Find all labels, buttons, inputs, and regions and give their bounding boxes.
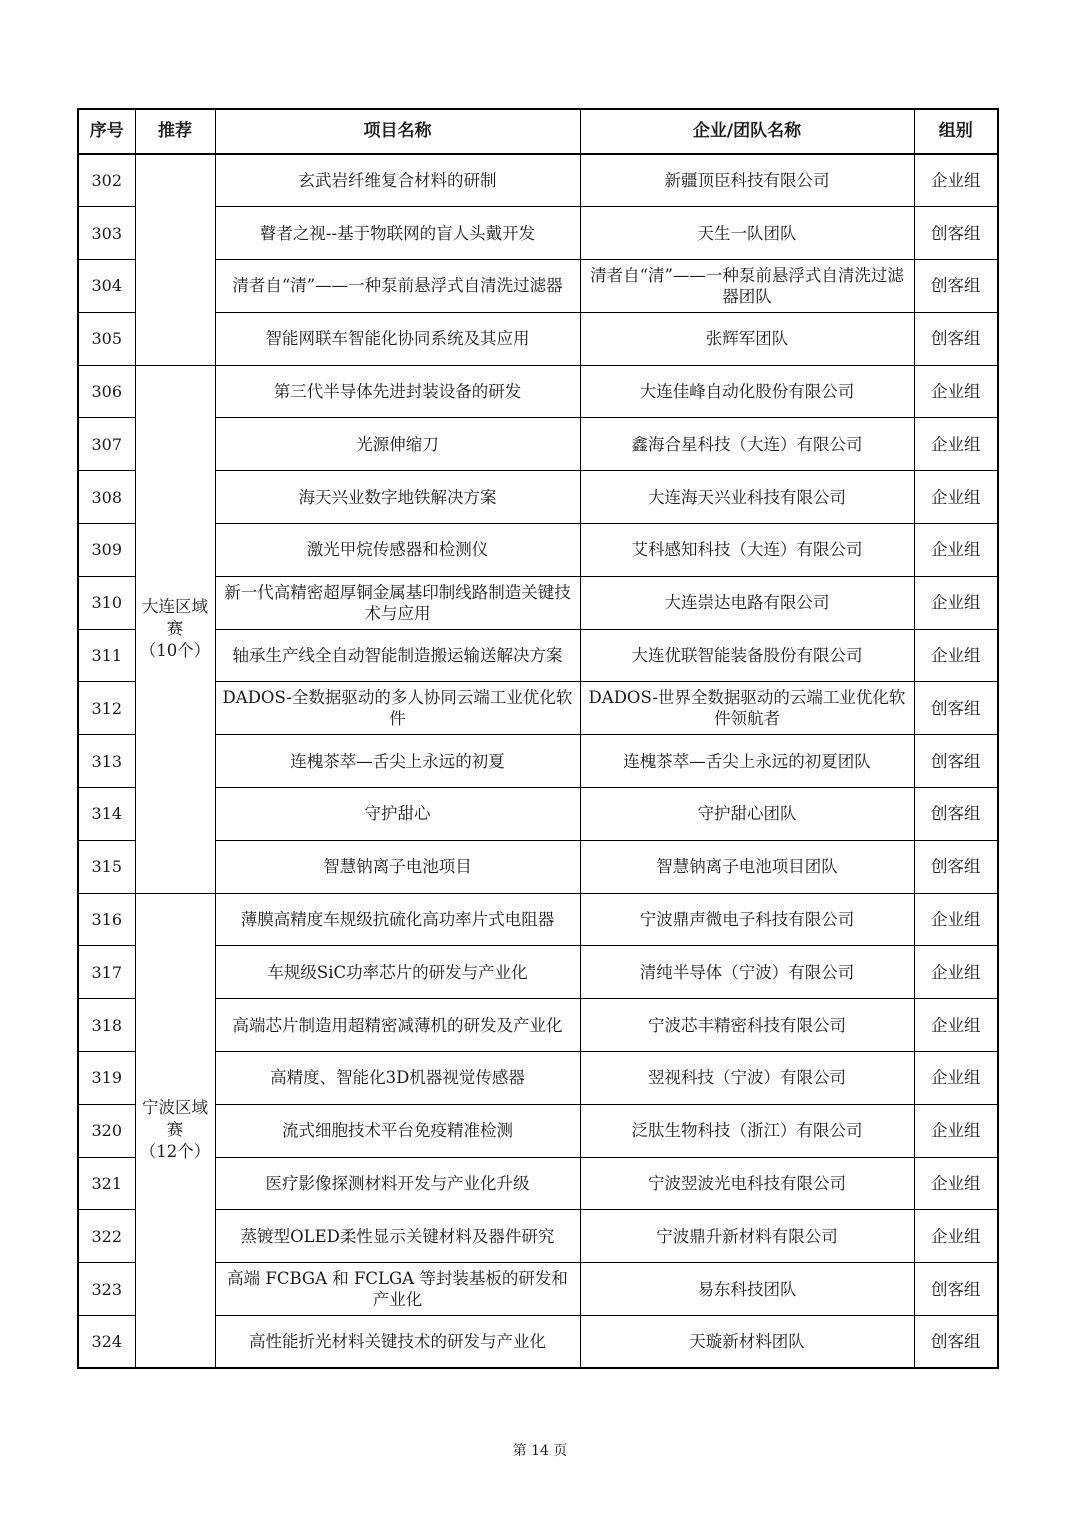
table-row xyxy=(78,1210,998,1263)
table-row xyxy=(78,1104,998,1157)
group-cell xyxy=(135,893,215,1368)
table-row xyxy=(78,154,998,207)
company-name: 鑫海合星科技（大连）有限公司 xyxy=(580,418,914,471)
company-name: 守护甜心团队 xyxy=(580,788,914,841)
row-number: 306 xyxy=(78,365,135,418)
group-name: 宁波区域赛 xyxy=(142,1098,208,1140)
project-name: 守护甜心 xyxy=(215,788,580,841)
table-row xyxy=(78,1052,998,1105)
category: 创客组 xyxy=(914,1263,998,1316)
project-name: 连槐茶萃—舌尖上永远的初夏 xyxy=(215,735,580,788)
company-name: 宁波芯丰精密科技有限公司 xyxy=(580,999,914,1052)
company-name: 泛肽生物科技（浙江）有限公司 xyxy=(580,1104,914,1157)
row-number: 304 xyxy=(78,260,135,313)
company-name: 大连海天兴业科技有限公司 xyxy=(580,471,914,524)
table-row xyxy=(78,999,998,1052)
project-name: 清者自“清”——一种泵前悬浮式自清洗过滤器 xyxy=(215,260,580,313)
row-number: 316 xyxy=(78,893,135,946)
company-name: 翌视科技（宁波）有限公司 xyxy=(580,1052,914,1105)
company-name: 新疆顶臣科技有限公司 xyxy=(580,154,914,207)
group-cell xyxy=(135,154,215,365)
category: 企业组 xyxy=(914,1157,998,1210)
table-row xyxy=(78,1263,998,1316)
category: 企业组 xyxy=(914,999,998,1052)
page-number: 第 14 页 xyxy=(512,1443,568,1459)
project-name: DADOS-全数据驱动的多人协同云端工业优化软件 xyxy=(215,682,580,735)
table-row xyxy=(78,682,998,735)
project-name: 新一代高精密超厚铜金属基印制线路制造关键技术与应用 xyxy=(215,576,580,629)
project-name: 高端芯片制造用超精密减薄机的研发及产业化 xyxy=(215,999,580,1052)
category: 企业组 xyxy=(914,1210,998,1263)
project-name: 瞽者之视--基于物联网的盲人头戴开发 xyxy=(215,207,580,260)
row-number: 311 xyxy=(78,629,135,682)
project-name: 蒸镀型OLED柔性显示关键材料及器件研究 xyxy=(215,1210,580,1263)
project-name: 智慧钠离子电池项目 xyxy=(215,840,580,893)
company-name: 易东科技团队 xyxy=(580,1263,914,1316)
category: 企业组 xyxy=(914,1052,998,1105)
table-row xyxy=(78,1316,998,1369)
category: 创客组 xyxy=(914,840,998,893)
category: 创客组 xyxy=(914,735,998,788)
row-number: 319 xyxy=(78,1052,135,1105)
category: 企业组 xyxy=(914,576,998,629)
table-row xyxy=(78,260,998,313)
company-name: 大连崇达电路有限公司 xyxy=(580,576,914,629)
company-name: 连槐茶萃—舌尖上永远的初夏团队 xyxy=(580,735,914,788)
category: 企业组 xyxy=(914,893,998,946)
header-recommend: 推荐 xyxy=(135,109,215,154)
row-number: 313 xyxy=(78,735,135,788)
project-name: 第三代半导体先进封装设备的研发 xyxy=(215,365,580,418)
row-number: 312 xyxy=(78,682,135,735)
row-number: 317 xyxy=(78,946,135,999)
company-name: 智慧钠离子电池项目团队 xyxy=(580,840,914,893)
group-cell xyxy=(135,365,215,893)
group-name: 大连区域赛 xyxy=(142,597,208,639)
table-row xyxy=(78,1157,998,1210)
project-name: 激光甲烷传感器和检测仪 xyxy=(215,524,580,577)
project-name: 车规级SiC功率芯片的研发与产业化 xyxy=(215,946,580,999)
row-number: 322 xyxy=(78,1210,135,1263)
table-row xyxy=(78,893,998,946)
project-name: 玄武岩纤维复合材料的研制 xyxy=(215,154,580,207)
category: 企业组 xyxy=(914,365,998,418)
project-name: 高性能折光材料关键技术的研发与产业化 xyxy=(215,1316,580,1369)
project-name: 轴承生产线全自动智能制造搬运输送解决方案 xyxy=(215,629,580,682)
row-number: 324 xyxy=(78,1316,135,1369)
company-name: 天璇新材料团队 xyxy=(580,1316,914,1369)
table-row xyxy=(78,207,998,260)
row-number: 305 xyxy=(78,312,135,365)
category: 创客组 xyxy=(914,682,998,735)
row-number: 314 xyxy=(78,788,135,841)
company-name: 宁波翌波光电科技有限公司 xyxy=(580,1157,914,1210)
row-number: 308 xyxy=(78,471,135,524)
category: 创客组 xyxy=(914,207,998,260)
header-project: 项目名称 xyxy=(215,109,580,154)
table-row xyxy=(78,576,998,629)
project-name: 高精度、智能化3D机器视觉传感器 xyxy=(215,1052,580,1105)
project-table xyxy=(77,108,999,1369)
project-name: 海天兴业数字地铁解决方案 xyxy=(215,471,580,524)
header-company: 企业/团队名称 xyxy=(580,109,914,154)
row-number: 303 xyxy=(78,207,135,260)
row-number: 315 xyxy=(78,840,135,893)
category: 企业组 xyxy=(914,946,998,999)
row-number: 309 xyxy=(78,524,135,577)
table-row xyxy=(78,471,998,524)
category: 企业组 xyxy=(914,629,998,682)
row-number: 310 xyxy=(78,576,135,629)
table-row xyxy=(78,629,998,682)
company-name: 艾科感知科技（大连）有限公司 xyxy=(580,524,914,577)
company-name: DADOS-世界全数据驱动的云端工业优化软件领航者 xyxy=(580,682,914,735)
table-row xyxy=(78,312,998,365)
category: 创客组 xyxy=(914,312,998,365)
table-row xyxy=(78,418,998,471)
table-row xyxy=(78,365,998,418)
category: 企业组 xyxy=(914,524,998,577)
company-name: 清纯半导体（宁波）有限公司 xyxy=(580,946,914,999)
category: 创客组 xyxy=(914,788,998,841)
table-row xyxy=(78,735,998,788)
row-number: 302 xyxy=(78,154,135,207)
category: 企业组 xyxy=(914,471,998,524)
project-name: 薄膜高精度车规级抗硫化高功率片式电阻器 xyxy=(215,893,580,946)
category: 企业组 xyxy=(914,1104,998,1157)
company-name: 大连优联智能装备股份有限公司 xyxy=(580,629,914,682)
category: 企业组 xyxy=(914,154,998,207)
company-name: 张辉军团队 xyxy=(580,312,914,365)
category: 创客组 xyxy=(914,1316,998,1369)
row-number: 320 xyxy=(78,1104,135,1157)
row-number: 321 xyxy=(78,1157,135,1210)
company-name: 天生一队团队 xyxy=(580,207,914,260)
company-name: 宁波鼎升新材料有限公司 xyxy=(580,1210,914,1263)
header-serial: 序号 xyxy=(78,109,135,154)
header-category: 组别 xyxy=(914,109,998,154)
project-name: 医疗影像探测材料开发与产业化升级 xyxy=(215,1157,580,1210)
table-row xyxy=(78,946,998,999)
row-number: 307 xyxy=(78,418,135,471)
project-name: 光源伸缩刀 xyxy=(215,418,580,471)
table-row xyxy=(78,840,998,893)
table-header-row xyxy=(78,109,998,154)
row-number: 323 xyxy=(78,1263,135,1316)
group-count: （10个） xyxy=(139,641,211,661)
group-count: （12个） xyxy=(139,1142,211,1162)
company-name: 宁波鼎声微电子科技有限公司 xyxy=(580,893,914,946)
table-row xyxy=(78,524,998,577)
project-name: 智能网联车智能化协同系统及其应用 xyxy=(215,312,580,365)
category: 创客组 xyxy=(914,260,998,313)
table-row xyxy=(78,788,998,841)
row-number: 318 xyxy=(78,999,135,1052)
company-name: 清者自“清”——一种泵前悬浮式自清洗过滤器团队 xyxy=(580,260,914,313)
project-name: 流式细胞技术平台免疫精准检测 xyxy=(215,1104,580,1157)
category: 企业组 xyxy=(914,418,998,471)
company-name: 大连佳峰自动化股份有限公司 xyxy=(580,365,914,418)
project-name: 高端 FCBGA 和 FCLGA 等封装基板的研发和产业化 xyxy=(215,1263,580,1316)
